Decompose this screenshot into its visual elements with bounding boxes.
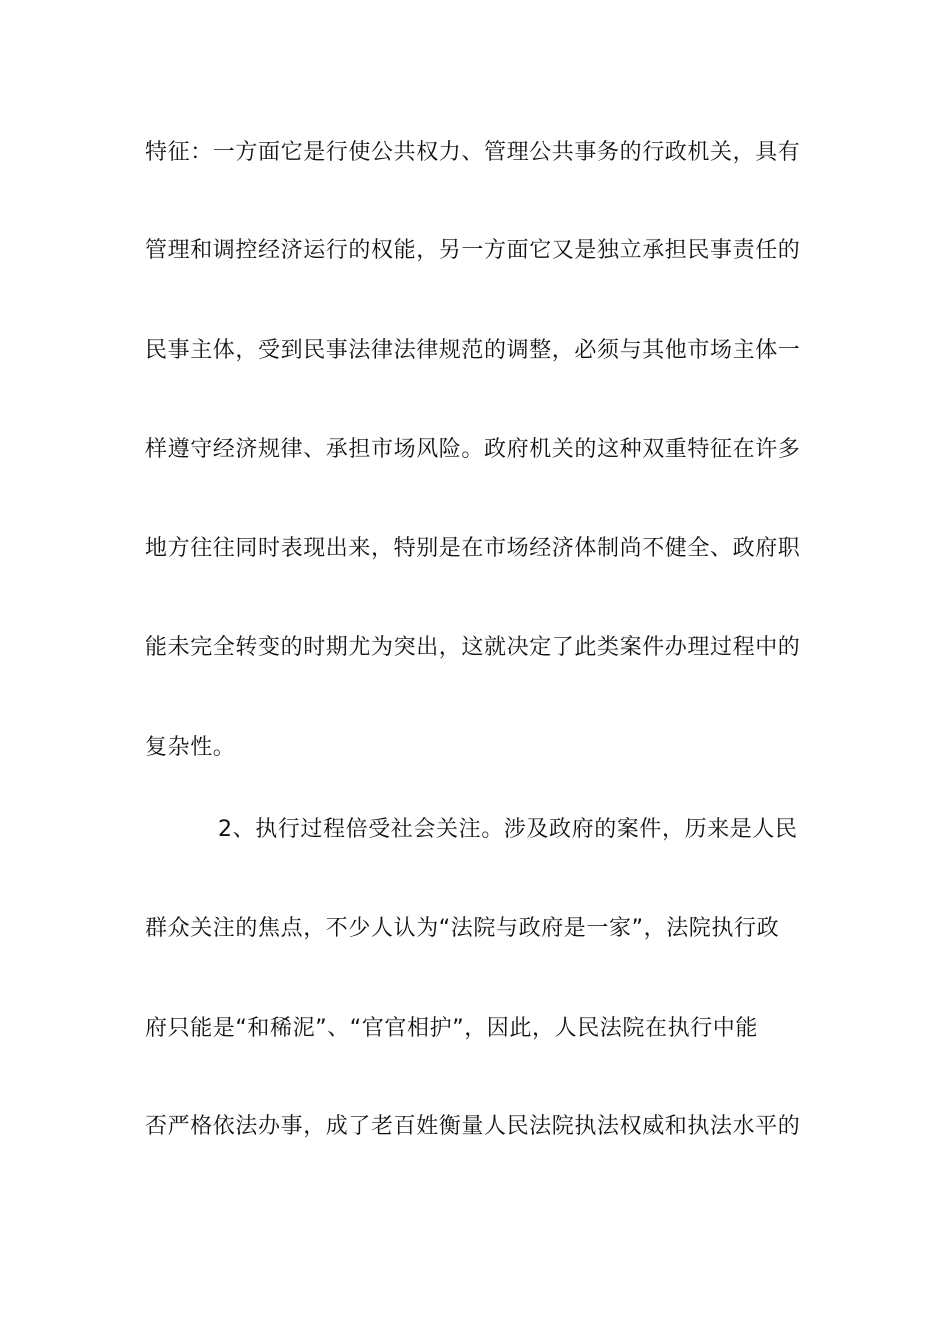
paragraph-line: 否严格依法办事，成了老百姓衡量人民法院执法权威和执法水平的 [145,1114,801,1139]
paragraph-line: 2、执行过程倍受社会关注。涉及政府的案件，历来是人民 [218,817,798,842]
paragraph-line: 特征：一方面它是行使公共权力、管理公共事务的行政机关，具有 [145,140,801,165]
paragraph-line: 群众关注的焦点，不少人认为“法院与政府是一家”，法院执行政 [145,916,780,941]
paragraph-line: 民事主体，受到民事法律法律规范的调整，必须与其他市场主体一 [145,338,801,363]
paragraph-line: 府只能是“和稀泥”、“官官相护”，因此，人民法院在执行中能 [145,1016,758,1041]
paragraph-line: 管理和调控经济运行的权能，另一方面它又是独立承担民事责任的 [145,238,801,263]
paragraph-line: 能未完全转变的时期尤为突出，这就决定了此类案件办理过程中的 [145,635,801,660]
paragraph-line: 地方往往同时表现出来，特别是在市场经济体制尚不健全、政府职 [145,536,801,561]
paragraph-line: 复杂性。 [145,735,236,760]
paragraph-line: 样遵守经济规律、承担市场风险。政府机关的这种双重特征在许多 [145,437,801,462]
